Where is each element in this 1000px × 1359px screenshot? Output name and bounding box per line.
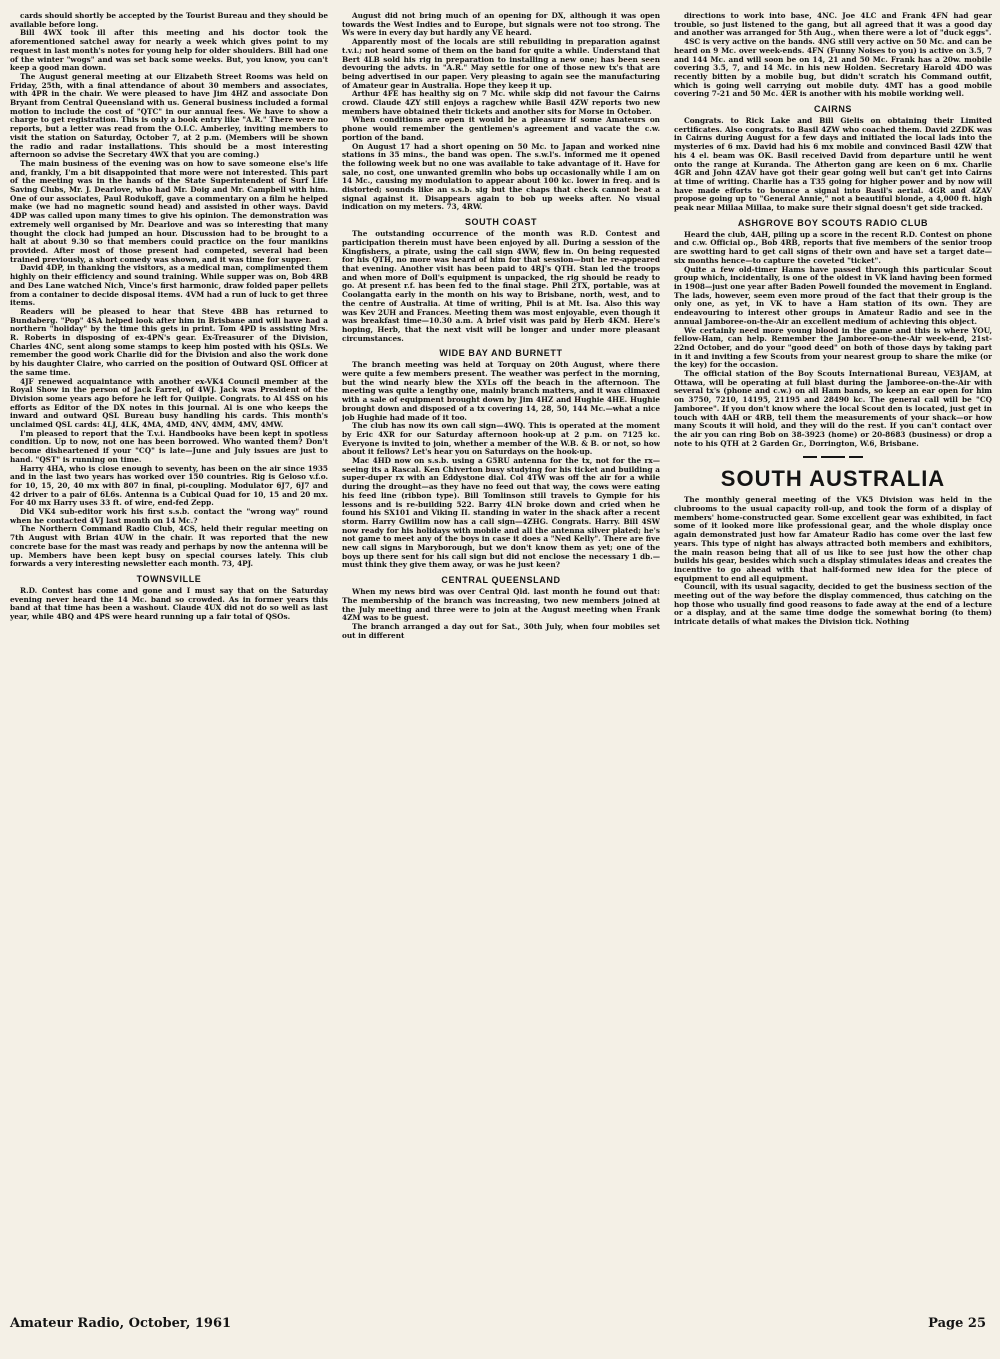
column-1: [10, 12, 328, 1308]
section-heading: CENTRAL QUEENSLAND: [441, 575, 561, 586]
paragraph: The official station of the Boy Scouts International Bureau, VE3JAM, at Ottawa, will be operating at full blast during the Jamboree-on-the-Air with several tx's (phone and c.w.) on all Ham bands, so keep an ear open for him on 3750, 7210, 14195, 21195 and 28490 kc. The general call will be "CQ Jamboree". If you don't know where the local Scout den is located, just get in touch with 4AH or 4RB, tell them the measurements of your shack—or how many Scouts it will hold, and they will do the rest. If you can't contact over the air you can ring Bob on 38-3923 (home) or 20-8683 (business) or drop a note to his QTH at 2 Garden Gr., Dorrington, W.6, Brisbane.: [674, 369, 992, 448]
section-heading: TOWNSVILLE: [136, 574, 202, 584]
paragraph: Apparently most of the locals are still rebuilding in preparation against t.v.i.; not heard some of them on the band for quite a while. Understand that Bert 4LB sold his rig in preparation to installing a new one; has been seen devouring the advts. in "A.R." May settle for one of those new tx's that are being advertised in our paper. Very pleasing to again see the manufacturing of Amateur gear in Australia. Hope they keep it up.: [342, 37, 660, 90]
section-heading: SOUTH COAST: [464, 217, 538, 228]
paragraph: The monthly general meeting of the VK5 Division was held in the clubrooms to the usual capacity roll-up, and took the form of a display of members' home-constructed gear. Some excellent gear was exhibited, in fact some of it looked more like professional gear, and the whole display once again demonstrated just how far Amateur Radio has come over the last few years. This type of night has always attracted both members and exhibitors, the main reason being that all of us like to see just how the other chap builds his gear, besides which such a display stimulates ideas and creates the incentive to go ahead with that half-formed new idea for the piece of equipment to end all equipment.: [674, 495, 992, 583]
paragraph: David 4DP, in thanking the visitors, as a medical man, complimented them highly on their efficiency and sound training. While supper was on, Bob 4RB and Des Lane watched Nich, Vince's first harmonic, draw folded paper pellets from a container to decide disposal items. 4VM had a run of luck to get three items.: [10, 263, 328, 308]
division-heading: SOUTH AUSTRALIA: [720, 466, 946, 492]
paragraph: Mac 4HD now on s.s.b. using a G5RU antenna for the tx, not for the rx—seeing its a Rascal. Ken Chiverton busy studying for his ticket and building a super-duper rx with an Eddystone dial. Col 4TW was off the air for a while during the drought—as they have no feed out that way, the cows were eating his feed line (ribbon type). Bill Tomlinson still travels to Gympie for his lessons and is re-building 522. Barry 4LN broke down and cried when he found his SX101 and Viking II. standing in water in the shack after a recent storm. Harry Gwillim now has a call sign—4ZHG. Congrats. Harry. Bill 4SW now ready for his holidays with mobile and all the antenna silver plated; he's not game to meet any of the boys in case it does a "Ned Kelly". There are five new call signs in Maryborough, but we don't know them as yet; one of the boys up there sent for his call sign but did not enclose the necessary 1 db.—must think they give them away, or was he just keen?: [342, 456, 660, 570]
paragraph: 4JF renewed acquaintance with another ex-VK4 Council member at the Royal Show in the person of Jack Farrel, of 4WJ. Jack was President of the Division some years ago before he left for Quilpie. Congrats. to Al 4SS on his efforts as Editor of the DX notes in this journal. Al is one who keeps the inward and outward QSL Bureau busy handling his cards. This month's unclaimed QSL cards: 4LJ, 4LK, 4MA, 4MD, 4NV, 4MM, 4MV, 4MW.: [10, 376, 328, 430]
paragraph: Arthur 4FE has healthy sig on 7 Mc. while skip did not favour the Cairns crowd. Claude 4ZY still enjoys a ragchew while Basil 4ZW reports two new members have obtained their tickets and another sits for Morse in October.: [342, 89, 660, 116]
paragraph: 4SC is very active on the bands. 4NG still very active on 50 Mc. and can be heard on 9 Mc. over week-ends. 4FN (Funny Noises to you) is active on 3.5, 7 and 144 Mc. and will soon be on 14, 21 and 50 Mc. Frank has a 20w. mobile covering 3.5, 7, and 14 Mc. in his new Holden. Secretary Harold 4DO was recently bitten by a mobile bug, but didn't scratch his Command outfit, which is going well carrying out mobile duty. 4MT has a good mobile covering 7-21 and 50 Mc. 4ER is another with his mobile working well.: [674, 37, 992, 99]
paragraph: Heard the club, 4AH, piling up a score in the recent R.D. Contest on phone and c.w. Official op., Bob 4RB, reports that five members of the senior troop are swotting hard to get call signs of their own and have set a target date—six months hence—to capture the coveted "ticket".: [674, 229, 992, 265]
paragraph: The Northern Command Radio Club, 4CS, held their regular meeting on 7th August with Brian 4UW in the chair. It was reported that the new concrete base for the mast was ready and perhaps by now the antenna will be up. Members have been kept busy on special courses lately. This club forwards a very interesting newsletter each month. 73, 4PJ.: [10, 524, 328, 569]
publication-info: Amateur Radio, October, 1961: [10, 1316, 232, 1331]
paragraph: On August 17 had a short opening on 50 Mc. to Japan and worked nine stations in 35 mins., the band was open. The s.w.l's. informed me it opened the following week but no one was available to take advantage of it. Have for sale, no cost, one unwanted gremlin who bobs up occasionally while I am on 14 Mc., causing my modulation to appear about 100 kc. lower in freq. and is distorted; sounds like an s.s.b. sig but the chaps that check cannot beat a signal against it. Disappears again to bob up weeks after. No visual indication on my meters. 73, 4RW.: [342, 141, 660, 212]
paragraph: Council, with its usual sagacity, decided to get the business section of the meeting out of the way before the display commenced, thus catching on the hop those who usually find good reasons to fade away at the end of a lecture or a display, and at the same time dodge the somewhat boring (to them) intricate details of what makes the Division tick. Nothing: [674, 582, 992, 627]
paragraph: August did not bring much of an opening for DX, although it was open towards the West Indies and to Europe, but signals were not too strong. The Ws were in every day but hardly any VE heard.: [342, 12, 660, 38]
paragraph: I'm pleased to report that the T.v.i. Handbooks have been kept in spotless condition. Up to now, not one has been borrowed. Who wanted them? Don't become disheartened if your "CQ" is late—June and July issues are just to hand. "QST" is running on time.: [10, 428, 328, 464]
paragraph: When conditions are open it would be a pleasure if some Amateurs on phone would remember the gentlemen's agreement and vacate the c.w. portion of the band.: [342, 115, 660, 142]
paragraph: Bill 4WX took ill after this meeting and his doctor took the aforementioned satchel away for nearly a week which gives point to my request in last month's notes for young help for older shoulders. Bill had one of the winter "wogs" and was set back some weeks. But, you know, you can't keep a good man down.: [10, 28, 328, 73]
paragraph: We certainly need more young blood in the game and this is where YOU, fellow-Ham, can help. Remember the Jamboree-on-the-Air week-end, 21st-22nd October, and do your "good deed" on both of those days by taking part in it and inviting a few Scouts from your nearest group to share the mike (or the key) for the occasion.: [674, 325, 992, 370]
column-3: [674, 12, 992, 1308]
paragraph: cards should shortly be accepted by the Tourist Bureau and they should be available before long.: [10, 12, 328, 29]
paragraph: R.D. Contest has come and gone and I must say that on the Saturday evening never heard the 14 Mc. band so crowded. As in former years this band at that time has been a washout. Claude 4UX did not do so well as last year, while 4BQ and 4PS were heard running up a fair total of QSOs.: [10, 586, 328, 622]
section-heading: ASHGROVE BOY SCOUTS RADIO CLUB: [737, 217, 929, 228]
page-footer: [10, 1316, 986, 1331]
paragraph: Harry 4HA, who is close enough to seventy, has been on the air since 1935 and in the last two years has worked over 150 countries. Rig is Geloso v.f.o. for 10, 15, 20, 40 mx with 807 in final, pi-coupling. Modulator 6J7, 6J7 and 42 driver to a pair of 6L6s. Antenna is a Cubical Quad for 10, 15 and 20 mx. For 40 mx Harry uses 33 ft. of wire, end-fed Zepp.: [10, 463, 328, 508]
paragraph: directions to work into base, 4NC. Joe 4LC and Frank 4FN had gear trouble, so just listened to the gang, but all agreed that it was a good day and another was arranged for 5th Aug., when there were a lot of "duck eggs".: [674, 12, 992, 38]
paragraph: When my news bird was over Central Qld. last month he found out that: The membership of the branch was increasing, two new members joined at the July meeting and three were to join at the August meeting when Frank 4ZM was to be guest.: [342, 587, 660, 623]
section-divider: [674, 456, 992, 458]
paragraph: The branch meeting was held at Torquay on 20th August, where there were quite a few members present. The weather was perfect in the morning, but the wind nearly blew the XYLs off the beach in the afternoon. The meeting was quite a lengthy one, mainly branch matters, and it was climaxed with a sale of equipment brought down by Jim 4HZ and Hughie 4HE. Hughie brought down and disposed of a tx covering 14, 28, 50, 144 Mc.—what a nice job Hughie had made of it too.: [342, 360, 660, 422]
section-heading: CAIRNS: [813, 104, 853, 115]
paragraph: The outstanding occurrence of the month was R.D. Contest and participation therein must have been enjoyed by all. During a session of the Kingfishers, a pirate, using the call sign 4WW, flew in. On being requested for his QTH, no more was heard of him for that session—but he re-appeared that evening. Another visit has been paid to 4RJ's QTH. Stan led the troops and when more of Doll's equipment is unpacked, the rig should be ready to go. At present r.f. has been fed to the final stage. Phil 2TX, portable, was at Coolangatta early in the month on his way to Brisbane, north, west, and to the centre of Australia. At time of writing, Phil is at Mt. Isa. Also this way was Kev 2UH and Frances. Meeting them was most enjoyable, even though it was breakfast time—10.30 a.m. A brief visit was paid by Herb 4KM. Here's hoping, Herb, that the next visit will be longer and under more pleasant circumstances.: [342, 229, 660, 343]
paragraph: The main business of the evening was on how to save someone else's life and, frankly, I'm a bit disappointed that more were not interested. This part of the meeting was in the hands of the State Superintendent of Surf Life Saving Clubs, Mr. J. Dearlove, who had Mr. Doig and Mr. Campbell with him. One of our associates, Paul Rodukoff, gave a commentary on a film he helped make (we had no magnetic sound head) and assisted in other ways. David 4DP was called upon many times to give his opinion. The demonstration was extremely well organised by Mr. Dearlove and was so interesting that many thought the clock had jumped an hour. Discussion had to be brought to a halt at about 9.30 so that members could practice on the four manikins provided. After most of those present had competed, several had been trained previously, a short comedy was shown, and it was time for supper.: [10, 158, 328, 264]
text-columns: [10, 12, 992, 1308]
section-heading: WIDE BAY AND BURNETT: [439, 348, 563, 359]
column-2: [342, 12, 660, 1308]
paragraph: Quite a few old-timer Hams have passed through this particular Scout group which, incidentally, is one of the oldest in VK land having been formed in 1908—just one year after Baden Powell founded the movement in England. The lads, however, seem even more proud of the fact that their group is the only one, as yet, in VK to have a Ham station of its own. They are endeavouring to interest other groups in Amateur Radio and see in the annual Jamboree-on-the-Air an excellent medium of achieving this object.: [674, 264, 992, 326]
paragraph: The branch arranged a day out for Sat., 30th July, when four mobiles set out in different: [342, 622, 660, 640]
paragraph: Readers will be pleased to hear that Steve 4BB has returned to Bundaberg. "Pop" 4SA helped look after him in Brisbane and will have had a northern "holiday" by the time this gets in print. Tom 4PD is assisting Mrs. R. Roberts in disposing of ex-4PN's gear. Ex-Treasurer of the Division, Charles 4NC, sent along some stamps to keep him posted with his QSLs. We remember the good work Charlie did for the Division and also the work done by his daughter Claire, who carried on the position of Outward QSL Officer at the same time.: [10, 306, 328, 377]
paragraph: The August general meeting at our Elizabeth Street Rooms was held on Friday, 25th, with a final attendance of about 30 members and associates, with 4PR in the chair. We were pleased to have Jim 4HZ and associate Don Bryant from Central Queensland with us. General business included a formal motion to include the cost of "QTC" in our annual fees. We have to show a charge to get registration. This is only a book entry like "A.R." There were no reports, but a letter was read from the O.I.C. Amberley, inviting members to visit the station on Saturday, October 7, at 2 p.m. (Members will be shown the radio and radar installations. This should be a most interesting afternoon so advise the Secretary 4WX that you are coming.): [10, 71, 328, 160]
page-number: Page 25: [928, 1316, 986, 1331]
paragraph: The club has now its own call sign—4WQ. This is operated at the moment by Eric 4XR for our Saturday afternoon hook-up at 2 p.m. on 7125 kc. Everyone is invited to join, whether a member of the W.B. & B. or not, so how about it fellows? Let's hear you on Saturdays on the hook-up.: [342, 421, 660, 457]
paragraph: Congrats. to Rick Lake and Bill Gielis on obtaining their Limited certificates. Also congrats. to Basil 4ZW who coached them. David 2ZDK was in Cairns during August for a few days and initiated the local lads into the mysteries of 6 mx. David had his 6 mx mobile and convinced Basil 4ZW that his 4 el. beam was OK. Basil received David from departure until he went onto the range at Kuranda. The Atherton gang are keen on 6 mx. Charlie 4GR and John 4ZAV have got their gear going well but can't get into Cairns at time of writing. Charlie has a T35 going for higher power and by now will have made efforts to bounce a signal into Basil's aerial. 4GR and 4ZAV propose going up to "General Annie," not a beautiful blonde, a 4,000 ft. high peak near Millaa Millaa, to make sure their signal doesn't get side tracked.: [674, 116, 992, 213]
paragraph: Did VK4 sub-editor work his first s.s.b. contact the "wrong way" round when he contacted 4VJ last month on 14 Mc.?: [10, 507, 328, 525]
